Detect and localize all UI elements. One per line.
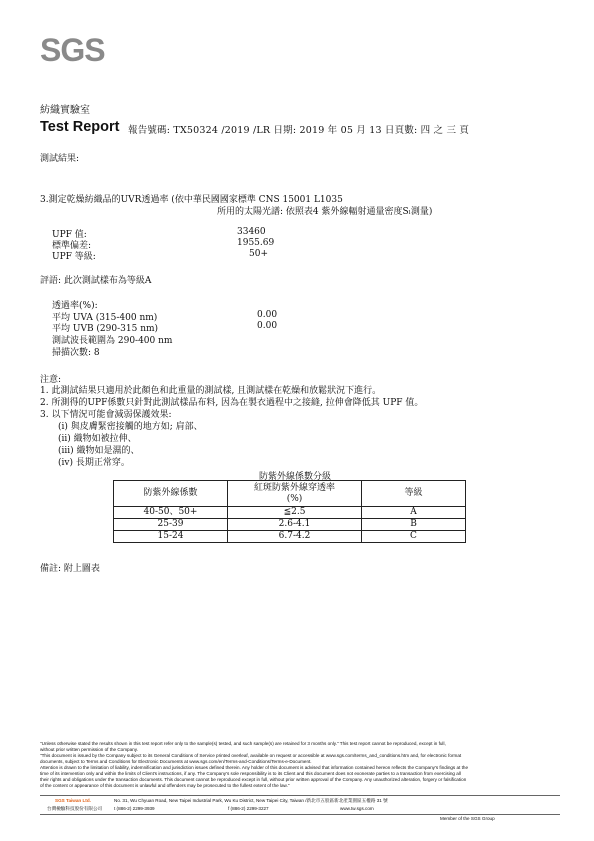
lab-name: 紡織實驗室 (40, 105, 90, 116)
subnote-iv: (iv) 長期正常穿。 (58, 458, 130, 468)
remark: 備註: 附上圖表 (40, 564, 100, 574)
disclaimer-line: documents, subject to Terms and Conditions for Electronic Documents at www.sgs.com/en/Terms-and-Conditions/Terms-e-Document. (40, 759, 312, 764)
company-website: www.tw.sgs.com (340, 806, 374, 811)
sgs-logo: SGS (40, 32, 105, 68)
classification-title: 防紫外線係數分級 (259, 472, 332, 482)
footer-divider-bottom (40, 814, 560, 815)
company-tel: t (886-2) 2299-3939 (114, 806, 155, 811)
subnote-i: (i) 與皮膚緊密接觸的地方如; 肩部、 (58, 422, 203, 432)
wavelength-range: 測試波長範圍為 290-400 nm (52, 336, 173, 346)
cell-transmittance: ≦2.5 (228, 507, 362, 519)
cell-transmittance: 6.7-4.2 (228, 531, 362, 543)
upf-grade-label: UPF 等級: (52, 252, 96, 262)
std-dev-label: 標準偏差: (52, 241, 92, 251)
company-address: No. 31, Wu Chyuan Road, New Taipei Industrial Park, Wu Ku District, New Taipei City, Taiwan /新北市五股區新北產業園區五權路 31 號 (114, 798, 388, 803)
transmittance-label: 透過率(%): (52, 301, 98, 311)
upf-value-label: UPF 值: (52, 230, 87, 240)
disclaimer-line: their rights and obligations under the transaction documents. This document cannot be reproduced except in full, without prior written approval of the Company. Any unauthorized alteration, forgery or falsification (40, 777, 467, 782)
report-title: Test Report (40, 119, 120, 135)
company-name-en: SGS Taiwan Ltd. (55, 798, 91, 803)
table-row (114, 519, 466, 531)
disclaimer-line: "This document is issued by the Company subject to its General Conditions of Service printed overleaf, available on request or accessible at www.sgs.com/terms_and_conditions.htm and, for electronic format (40, 753, 462, 758)
upf-value: 33460 (237, 227, 266, 237)
subnote-ii: (ii) 織物如被拉伸、 (58, 434, 137, 444)
notes-label: 注意: (40, 375, 62, 385)
cell-grade: B (362, 519, 466, 531)
header-grade: 等級 (362, 481, 466, 507)
disclaimer-line: "Unless otherwise stated the results shown in this test report refer only to the sample(s) tested, and such sample(s) are retained for 3 months only." This test report cannot be reproduced, except in full, (40, 741, 446, 746)
footer-divider (40, 795, 560, 796)
company-fax: f (886-2) 2299-3227 (228, 806, 269, 811)
uva-value: 0.00 (257, 310, 278, 320)
table-row (114, 531, 466, 543)
company-name-zh: 台灣檢驗科技股份有限公司 (47, 806, 103, 811)
uva-label: 平均 UVA (315-400 nm) (52, 313, 158, 323)
subnote-iii: (iii) 織物如是濕的、 (58, 446, 140, 456)
evaluation: 評語: 此次測試樣布為等級A (40, 276, 152, 286)
cell-upf-range: 15-24 (114, 531, 228, 543)
note-3: 3. 以下情況可能會減弱保護效果: (40, 410, 172, 420)
test-item-line-1: 3.測定乾燥紡織品的UVR透過率 (依中華民國國家標準 CNS 15001 L1035 (40, 195, 343, 205)
upf-grade-value: 50+ (249, 249, 268, 259)
cell-grade: A (362, 507, 466, 519)
cell-upf-range: 40-50、50+ (114, 507, 228, 519)
sgs-group-member: Member of the SGS Group (440, 816, 495, 821)
report-number-line: 報告號碼: TX50324 /2019 /LR 日期: 2019 年 05 月 13 日頁數: 四 之 三 頁 (128, 125, 470, 136)
table-row (114, 507, 466, 519)
std-dev-value: 1955.69 (237, 238, 275, 248)
scan-count: 掃描次數: 8 (52, 348, 100, 358)
disclaimer-line: of the content or appearance of this document is unlawful and offenders may be prosecuted to the fullest extent of the law." (40, 783, 290, 788)
note-1: 1. 此測試結果只適用於此顏色和此重量的測試樣, 且測試樣在乾燥和放鬆狀況下進行。 (40, 386, 382, 396)
cell-upf-range: 25-39 (114, 519, 228, 531)
results-label: 測試結果: (40, 154, 80, 164)
note-2: 2. 所測得的UPF係數只針對此測試樣品布料, 因為在製衣過程中之接縫, 拉伸會降低其 UPF 值。 (40, 398, 424, 408)
disclaimer-line: without prior written permission of the Company. (40, 747, 138, 752)
header-transmittance: 紅斑防紫外線穿透率 (%) (228, 481, 362, 507)
disclaimer-line: time of its intervention only and within the limits of Client's instructions, if any. The Company's sole responsibility is to its Client and this document does not exonerate parties to a transaction from exercising all (40, 771, 461, 776)
uvb-value: 0.00 (257, 321, 278, 331)
uvb-label: 平均 UVB (290-315 nm) (52, 324, 159, 334)
classification-header-row (114, 481, 466, 507)
test-item-line-2: 所用的太陽光譜: 依照表4 紫外線輻射通量密度Sₗ測量) (217, 207, 433, 217)
disclaimer-line: Attention is drawn to the limitation of liability, indemnification and jurisdiction issues defined therein. Any holder of this document is advised that information contained hereon reflects the Company's findings at the (40, 765, 468, 770)
cell-grade: C (362, 531, 466, 543)
classification-table (113, 480, 466, 543)
header-upf-factor: 防紫外線係數 (114, 481, 228, 507)
cell-transmittance: 2.6-4.1 (228, 519, 362, 531)
